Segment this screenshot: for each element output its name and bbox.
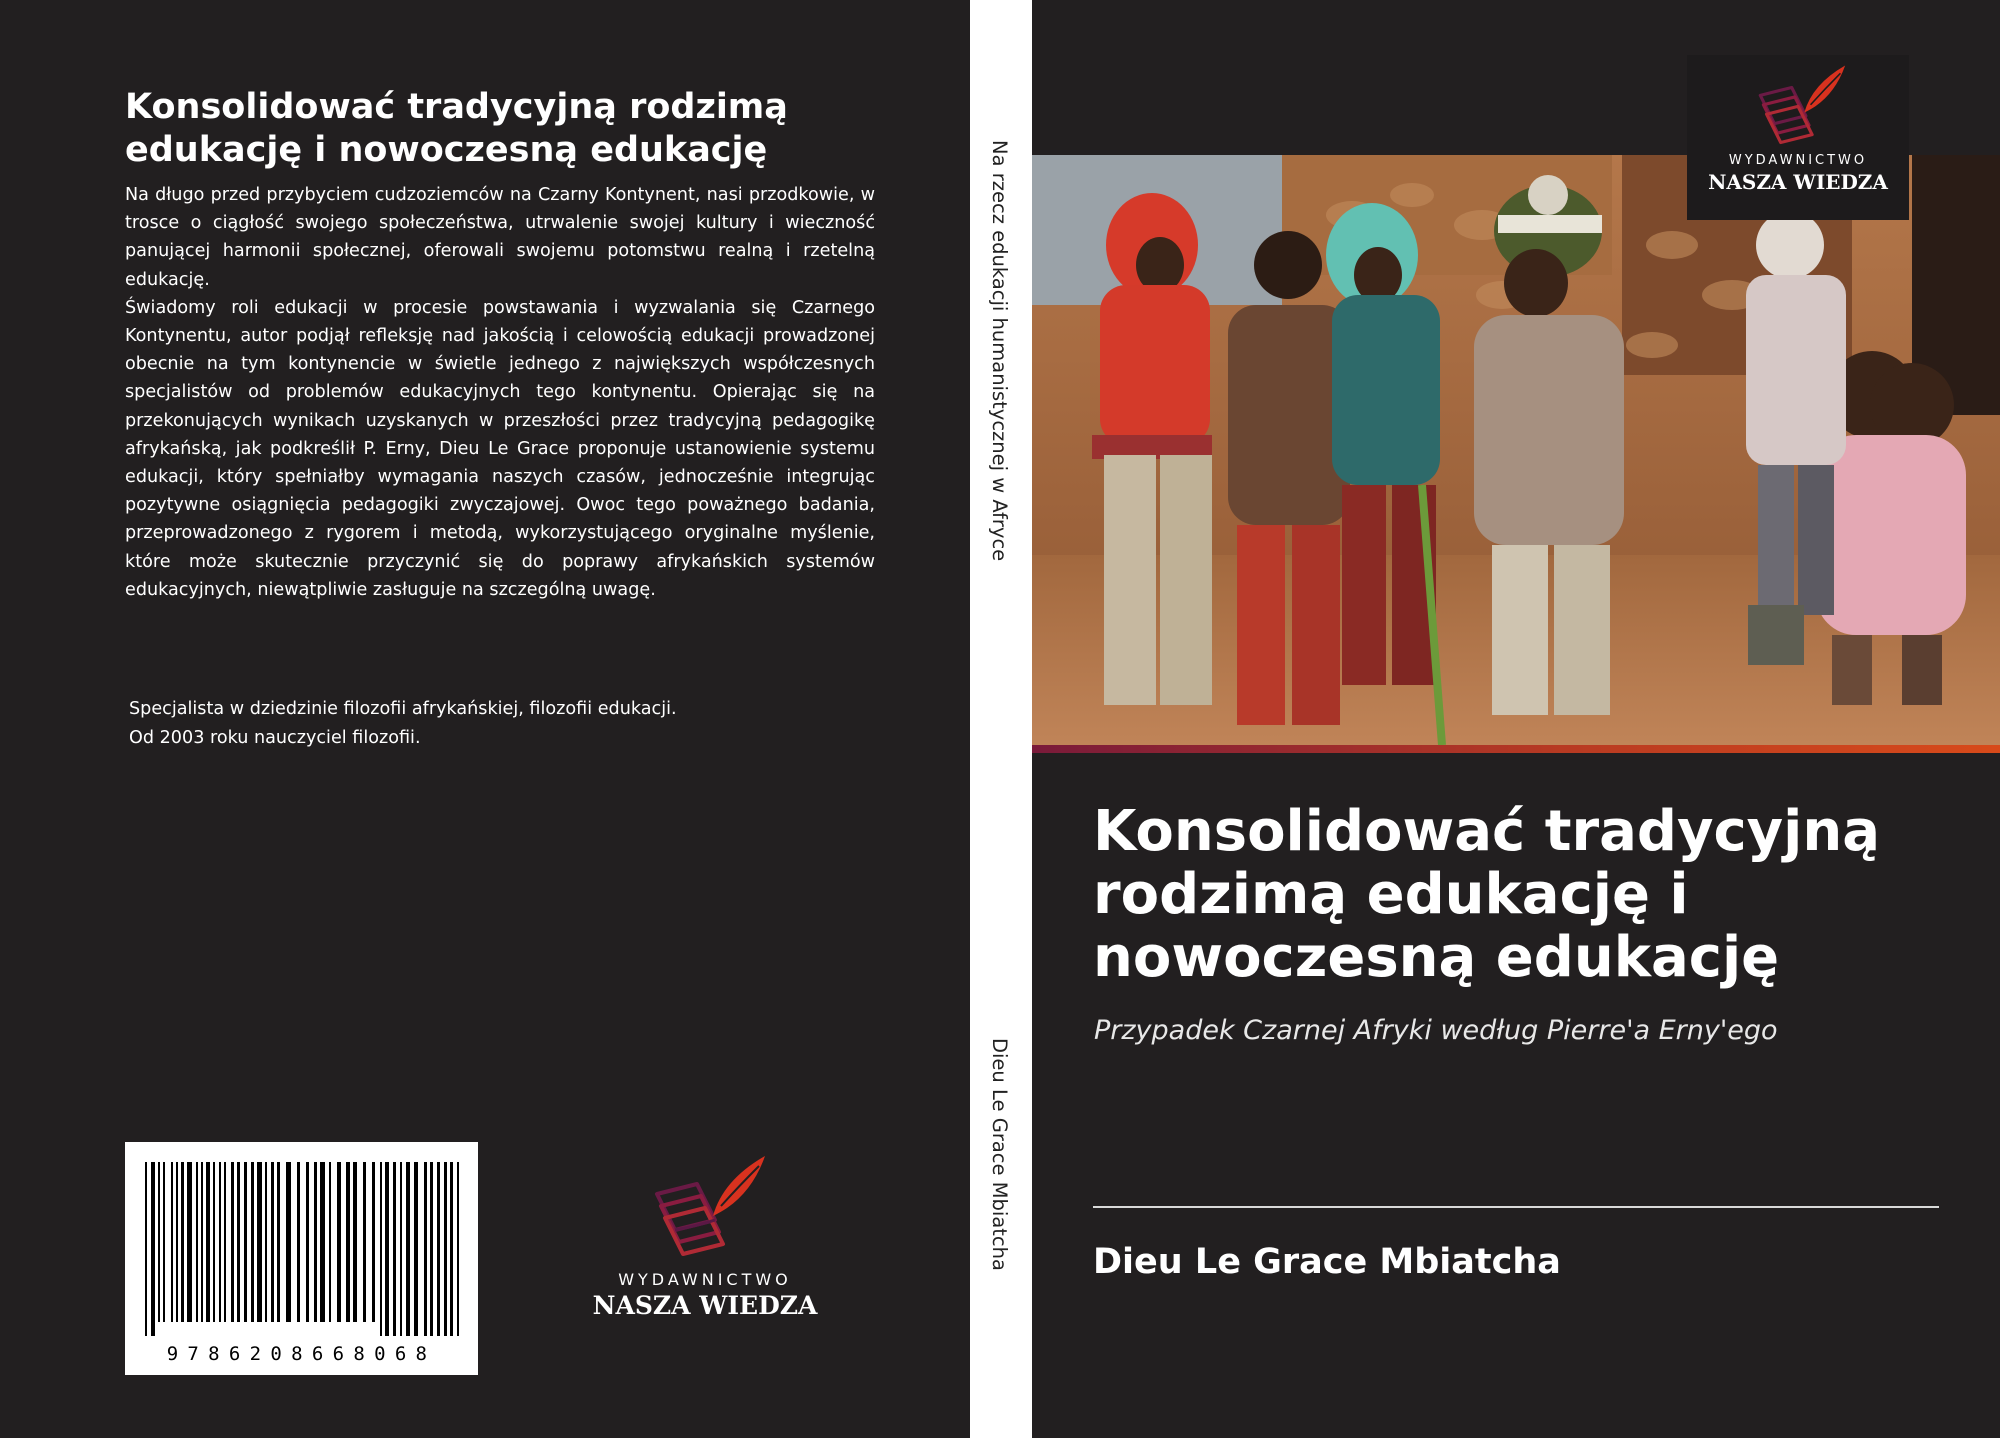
barcode-bar (196, 1162, 198, 1322)
spine (970, 0, 1032, 1438)
front-cover-author: Dieu Le Grace Mbiatcha (1093, 1242, 1561, 1282)
bio-line-1: Specjalista w dziedzinie filozofii afrykańskiej, filozofii edukacji. (129, 699, 677, 719)
barcode-bar (414, 1162, 418, 1336)
barcode-bar (158, 1162, 160, 1322)
barcode-bar (224, 1162, 226, 1322)
barcode-bar (257, 1162, 262, 1322)
barcode-bar (201, 1162, 203, 1322)
barcode-bar (363, 1162, 366, 1322)
barcode-bar (320, 1162, 325, 1322)
barcode-bar (265, 1162, 267, 1322)
barcode-bar (181, 1162, 184, 1322)
bio-line-2: Od 2003 roku nauczyciel filozofii. (129, 727, 421, 748)
barcode-bar (286, 1162, 291, 1322)
back-cover-title: Konsolidować tradycyjną rodzimą edukację i nowoczesną edukację (125, 87, 788, 170)
barcode-bar (237, 1162, 240, 1322)
barcode-bar (430, 1162, 433, 1336)
barcode-bars (125, 1142, 478, 1375)
book-with-quill-icon (635, 1150, 775, 1260)
isbn-barcode (125, 1142, 478, 1375)
barcode-bar (353, 1162, 357, 1322)
blurb-paragraph-2: Świadomy roli edukacji w procesie powstawania i wyzwalania się Czarnego Kontynentu, autor podjął refleksję nad jakością i celowością edukacji prowadzonej obecnie na tym kontynencie w świetle jednego z największych współczesnych specjalistów od problemów edukacyjnych tego kontynentu. Opierając się na przekonujących wynikach uzyskanych w przeszłości przez tradycyjną pedagogikę afrykańską, jak podkreślił P. Erny, Dieu Le Grace proponuje ustanowienie systemu edukacji, który spełniałby wymagania naszych czasów, jednocześnie integrując pozytywne osiągnięcia pedagogiki zwyczajowej. Owoc tego poważnego badania, przeprowadzonego z rygorem i metodą, wykorzystującego oryginalne myślenie, które może skutecznie przyczynić się do poprawy afrykańskich systemów edukacyjnych, niewątpliwie zasługuje na szczególną uwagę. (125, 297, 875, 600)
barcode-bar (314, 1162, 317, 1322)
barcode-bar (277, 1162, 280, 1322)
barcode-bar (444, 1162, 447, 1336)
barcode-bar (400, 1162, 402, 1336)
front-cover-title: Konsolidować tradycyjną rodzimą edukację i nowoczesną edukację (1093, 799, 1881, 990)
barcode-bar (187, 1162, 192, 1322)
publisher-label-big: NASZA WIEDZA (1708, 170, 1888, 194)
barcode-bar (251, 1162, 254, 1322)
barcode-bar (219, 1162, 221, 1322)
publisher-logo-front (1687, 55, 1909, 220)
barcode-bar (297, 1162, 300, 1322)
barcode-bar (171, 1162, 173, 1322)
barcode-bar (385, 1162, 389, 1336)
barcode-bar (380, 1162, 382, 1336)
spine-title: Na rzecz edukacji humanistycznej w Afryce (988, 140, 1011, 562)
barcode-bar (145, 1162, 147, 1336)
blurb-paragraph-1: Na długo przed przybyciem cudzoziemców na Czarny Kontynent, nasi przodkowie, w trosce o ciągłość swojego społeczeństwa, utrwalenie swojej kultury i wieczność panującej harmonii społecznej, oferowali swojemu potomstwu realną i rzetelną edukację. (125, 185, 875, 290)
isbn-digits: 9786208668068 (166, 1343, 437, 1365)
publisher-label-small: WYDAWNICTWO (1728, 153, 1868, 168)
barcode-bar (346, 1162, 350, 1322)
barcode-bar (450, 1162, 453, 1336)
barcode-bar (372, 1162, 375, 1322)
barcode-bar (337, 1162, 341, 1322)
front-divider (1093, 1206, 1939, 1208)
barcode-bar (176, 1162, 178, 1322)
publisher-label-small: WYDAWNICTWO (618, 1270, 792, 1289)
barcode-bar (213, 1162, 215, 1322)
barcode-bar (231, 1162, 234, 1322)
barcode-bar (306, 1162, 309, 1322)
barcode-bar (437, 1162, 440, 1336)
barcode-bar (244, 1162, 247, 1322)
barcode-bar (163, 1162, 165, 1322)
publisher-label-big: NASZA WIEDZA (592, 1291, 818, 1320)
barcode-bar (424, 1162, 427, 1336)
barcode-bar (329, 1162, 331, 1322)
children-photo-illustration (1032, 155, 2000, 745)
book-with-quill-icon (1743, 59, 1853, 149)
cover-photo-children (1032, 155, 2000, 745)
barcode-bar (393, 1162, 396, 1336)
back-cover-blurb (125, 181, 875, 604)
publisher-logo-back (560, 1150, 850, 1340)
front-cover-subtitle: Przypadek Czarnej Afryki według Pierre'a Erny'ego (1094, 1015, 1778, 1046)
barcode-bar (457, 1162, 459, 1336)
barcode-bar (271, 1162, 274, 1322)
barcode-bar (151, 1162, 155, 1336)
barcode-bar (206, 1162, 210, 1322)
author-bio (129, 695, 829, 752)
barcode-bar (406, 1162, 410, 1336)
photo-accent-bar (1032, 745, 2000, 753)
spine-author: Dieu Le Grace Mbiatcha (988, 1038, 1011, 1271)
